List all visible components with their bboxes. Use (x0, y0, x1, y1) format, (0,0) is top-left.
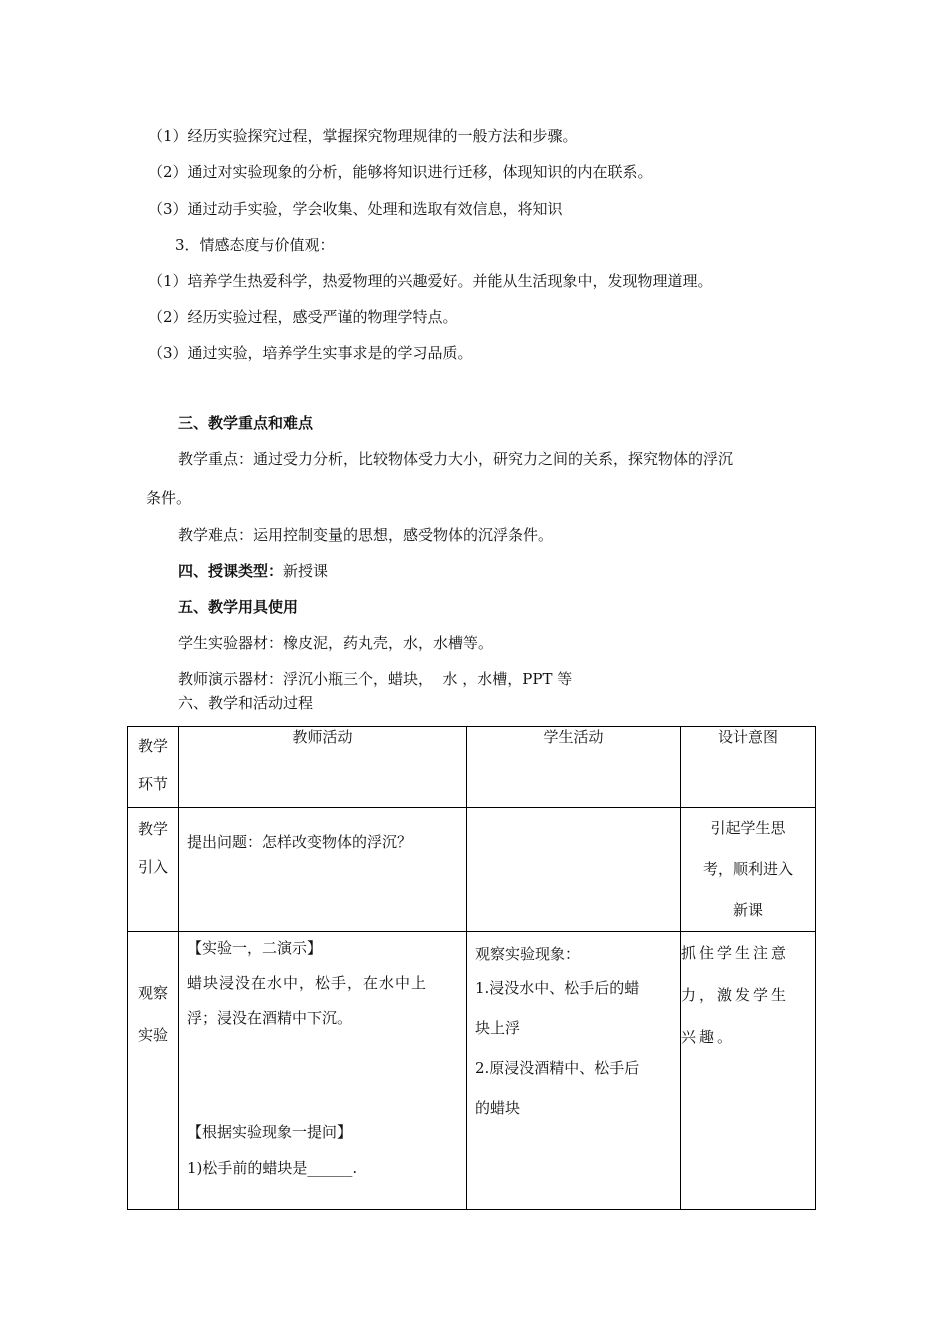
section4-value: 新授课 (283, 562, 329, 580)
header-stage-line1: 教学 (137, 737, 168, 755)
student-equipment: 学生实验器材：橡皮泥，药丸壳，水，水槽等。 (178, 634, 494, 652)
observe-student-line1: 观察实验现象： (475, 945, 581, 963)
observe-design (681, 932, 816, 1210)
observe-student-line3: 块上浮 (475, 1019, 521, 1037)
observe-design-line1: 抓住学生注意 (681, 944, 790, 962)
intro-student (467, 808, 681, 932)
observe-teacher-line5 (187, 1074, 458, 1114)
objective-process-2: （2）通过对实验现象的分析，能够将知识进行迁移，体现知识的内在联系。 (148, 163, 653, 181)
intro-design-line2: 考，顺利进入 (702, 860, 793, 878)
observe-student-line5: 的蜡块 (475, 1099, 521, 1117)
observe-teacher-line1: 【实验一，二演示】 (187, 939, 323, 957)
observe-student (467, 932, 681, 1210)
objective-emotion-2: （2）经历实验过程，感受严谨的物理学特点。 (148, 308, 458, 326)
observe-design-line2: 力，激发学生 (681, 986, 790, 1004)
observe-teacher-line2: 蜡块浸没在水中，松手，在水中上 (187, 974, 428, 992)
header-student: 学生活动 (467, 727, 681, 808)
observe-teacher-line3: 浮；浸没在酒精中下沉。 (187, 1009, 353, 1027)
intro-design-line3: 新课 (732, 901, 763, 919)
objective-emotion-1: （1）培养学生热爱科学，热爱物理的兴趣爱好。并能从生活现象中，发现物理道理。 (148, 272, 713, 290)
table-header-row (128, 727, 816, 808)
observe-teacher-line7: 1)松手前的蜡块是______. (187, 1159, 358, 1177)
difficulty-point: 教学难点：运用控制变量的思想，感受物体的沉浮条件。 (178, 526, 554, 544)
teacher-equipment: 教师演示器材：浮沉小瓶三个，蜡块， 水 ，水槽，PPT 等 (178, 670, 573, 688)
objective-emotion-3: （3）通过实验，培养学生实事求是的学习品质。 (148, 344, 473, 362)
section4-heading: 四、授课类型： (178, 562, 284, 580)
observe-stage (128, 932, 179, 1210)
table-row-intro (128, 808, 816, 932)
intro-stage (128, 808, 179, 932)
intro-stage-line1: 教学 (137, 820, 168, 838)
intro-teacher: 提出问题：怎样改变物体的浮沉？ (179, 808, 467, 932)
observe-teacher (179, 932, 467, 1210)
observe-stage-line2: 实验 (137, 1026, 168, 1044)
section6-heading: 六、教学和活动过程 (178, 694, 314, 712)
key-point-line1: 教学重点：通过受力分析，比较物体受力大小，研究力之间的关系，探究物体的浮沉 (178, 450, 734, 468)
table-row-observe (128, 932, 816, 1210)
key-point-line2: 条件。 (146, 489, 192, 507)
section4 (178, 561, 328, 581)
objective-process-1: （1）经历实验探究过程，掌握探究物理规律的一般方法和步骤。 (148, 127, 578, 145)
objective-process-3: （3）通过动手实验，学会收集、处理和选取有效信息，将知识 (148, 200, 563, 218)
observe-teacher-line6: 【根据实验现象一提问】 (187, 1123, 353, 1141)
header-teacher: 教师活动 (179, 727, 467, 808)
observe-teacher-line4 (187, 1034, 458, 1074)
intro-design-line1: 引起学生思 (710, 819, 786, 837)
observe-stage-line1: 观察 (137, 984, 168, 1002)
section5-heading: 五、教学用具使用 (178, 598, 299, 616)
emotion-heading: 3．情感态度与价值观： (175, 236, 335, 254)
header-stage (128, 727, 179, 808)
intro-design (681, 808, 816, 932)
observe-student-line4: 2.原浸没酒精中、松手后 (475, 1059, 640, 1077)
observe-design-line3: 兴趣。 (681, 1028, 736, 1046)
header-stage-line2: 环节 (137, 775, 168, 793)
intro-stage-line2: 引入 (137, 858, 168, 876)
header-design: 设计意图 (681, 727, 816, 808)
observe-student-line2: 1.浸没水中、松手后的蜡 (475, 979, 640, 997)
section3-heading: 三、教学重点和难点 (178, 414, 314, 432)
teaching-process-table (127, 726, 816, 1210)
